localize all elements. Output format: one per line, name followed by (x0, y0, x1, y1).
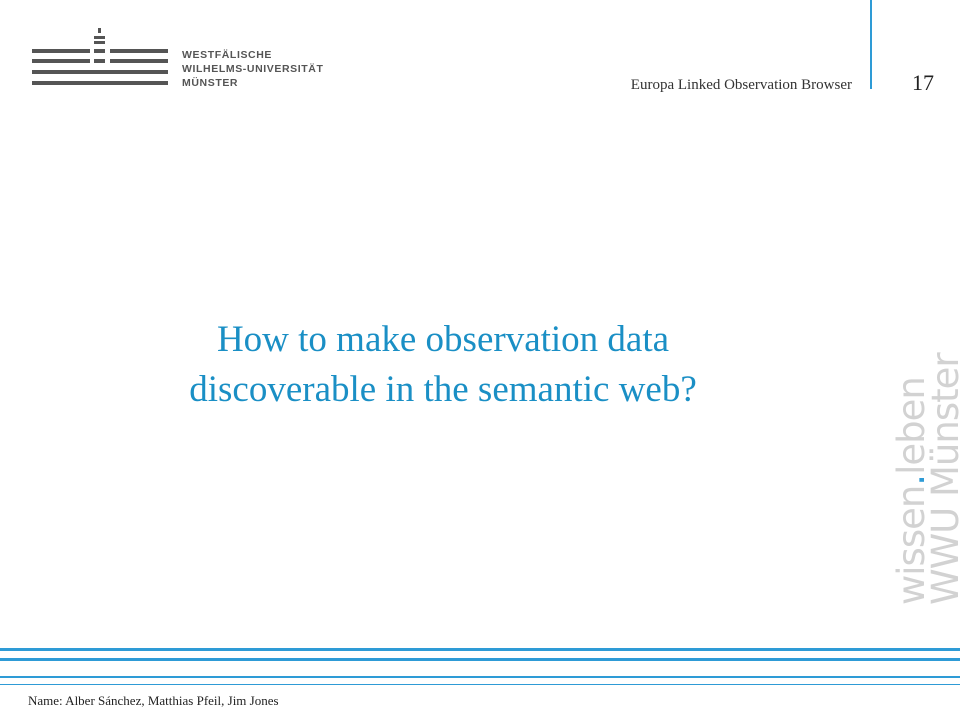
slogan-word-wissen: wissen (890, 485, 933, 605)
slogan-word-leben: leben (890, 377, 933, 475)
footer-bar-3 (0, 676, 960, 678)
university-name-line-2: WILHELMS-UNIVERSITÄT (182, 63, 324, 75)
slogan-line-2: WWU Münster (924, 353, 967, 605)
wwu-slogan (890, 353, 967, 605)
slide-title-line-2: discoverable in the semantic web? (189, 369, 697, 410)
slogan-dot: . (890, 474, 933, 486)
university-name-line-1: WESTFÄLISCHE (182, 49, 273, 61)
footer-bar-1 (0, 648, 960, 651)
university-name-line-3: MÜNSTER (182, 77, 239, 89)
university-name (182, 48, 324, 90)
footer-authors: Name: Alber Sánchez, Matthias Pfeil, Jim Jones (28, 693, 279, 708)
university-logo (30, 26, 324, 96)
slide-title (0, 315, 886, 415)
footer-bar-4 (0, 684, 960, 685)
footer-bar-2 (0, 658, 960, 661)
university-logo-icon (30, 26, 180, 96)
slide-title-line-1: How to make observation data (216, 319, 670, 360)
presentation-title: Europa Linked Observation Browser (630, 77, 852, 93)
page-number: 17 (912, 70, 934, 95)
header-divider (870, 0, 872, 89)
